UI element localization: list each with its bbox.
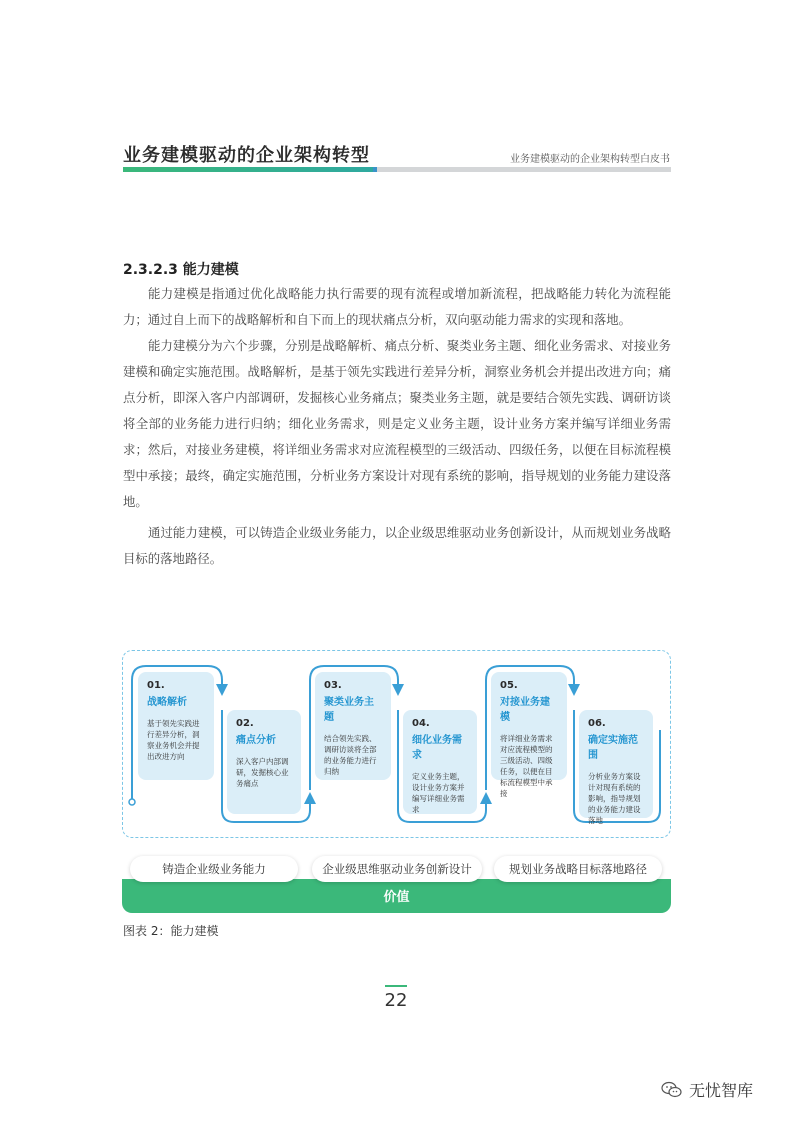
value-tag: 企业级思维驱动业务创新设计 [312,856,482,882]
paragraph: 能力建模是指通过优化战略能力执行需要的现有流程或增加新流程，把战略能力转化为流程能力；通过自上而下的战略解析和自下而上的现状痛点分析，双向驱动能力需求的实现和落地。 [123,286,671,327]
page-number: 22 [384,990,408,1011]
step-title: 战略解析 [147,697,187,708]
watermark [661,1078,753,1101]
step-number: 01. [147,680,165,691]
figure-caption: 图表 2：能力建模 [123,924,219,938]
step-card-5 [491,672,567,798]
header-rule-gray [377,167,671,172]
step-description: 基于领先实践进行差异分析，洞察业务机会并提出改进方向 [147,719,200,761]
step-title: 聚类业务主题 [324,697,374,723]
step-title: 细化业务需求 [412,735,462,761]
header-title: 业务建模驱动的企业架构转型 [123,145,370,166]
step-title: 痛点分析 [236,735,276,746]
section-title: 2.3.2.3 能力建模 [123,262,239,278]
flow-start-dot [129,799,135,805]
step-card-6 [579,710,653,825]
value-tag: 铸造企业级业务能力 [130,856,298,882]
watermark-text: 无忧智库 [689,1081,754,1100]
step-card-2 [227,710,301,814]
step-description: 结合领先实践、调研访谈将全部的业务能力进行归纳 [324,734,377,776]
step-number: 06. [588,718,606,729]
value-tag: 规划业务战略目标落地路径 [494,856,662,882]
step-number: 02. [236,718,254,729]
value-bar: 价值 [122,879,671,913]
header-rule [123,167,671,172]
wechat-icon [661,1081,683,1099]
step-title: 对接业务建模 [500,697,550,723]
step-description: 深入客户内部调研，发掘核心业务痛点 [236,757,289,788]
step-number: 04. [412,718,430,729]
step-description: 分析业务方案设计对现有系统的影响，指导规划的业务能力建设落地 [588,772,641,825]
step-title: 确定实施范围 [588,735,638,761]
paragraph: 通过能力建模，可以铸造企业级业务能力，以企业级思维驱动业务创新设计，从而规划业务战略目标的落地路径。 [123,525,671,566]
paragraph: 能力建模分为六个步骤，分别是战略解析、痛点分析、聚类业务主题、细化业务需求、对接业务建模和确定实施范围。战略解析，是基于领先实践进行差异分析，洞察业务机会并提出改进方向；痛点分析，即深入客户内部调研，发掘核心业务痛点；聚类业务主题，就是要结合领先实践、调研访谈将全部的业务能力进行归纳；细化业务需求，则是定义业务主题，设计业务方案并编写详细业务需求；然后，对接业务建模，将详细业务需求对应流程模型的三级活动、四级任务，以便在目标流程模型中承接；最终，确定实施范围，分析业务方案设计对现有系统的影响，指导规划的业务能力建设落地。 [123,338,671,509]
step-card-1 [138,672,214,780]
header-rule-green [123,167,373,172]
step-number: 03. [324,680,342,691]
page-number-rule [385,985,407,987]
step-card-4 [403,710,477,814]
step-card-3 [315,672,391,780]
header-subtitle: 业务建模驱动的企业架构转型白皮书 [510,154,670,165]
step-number: 05. [500,680,518,691]
step-description: 将详细业务需求对应流程模型的三级活动、四级任务，以便在目标流程模型中承接 [500,734,553,798]
step-description: 定义业务主题，设计业务方案并编写详细业务需求 [412,772,465,814]
